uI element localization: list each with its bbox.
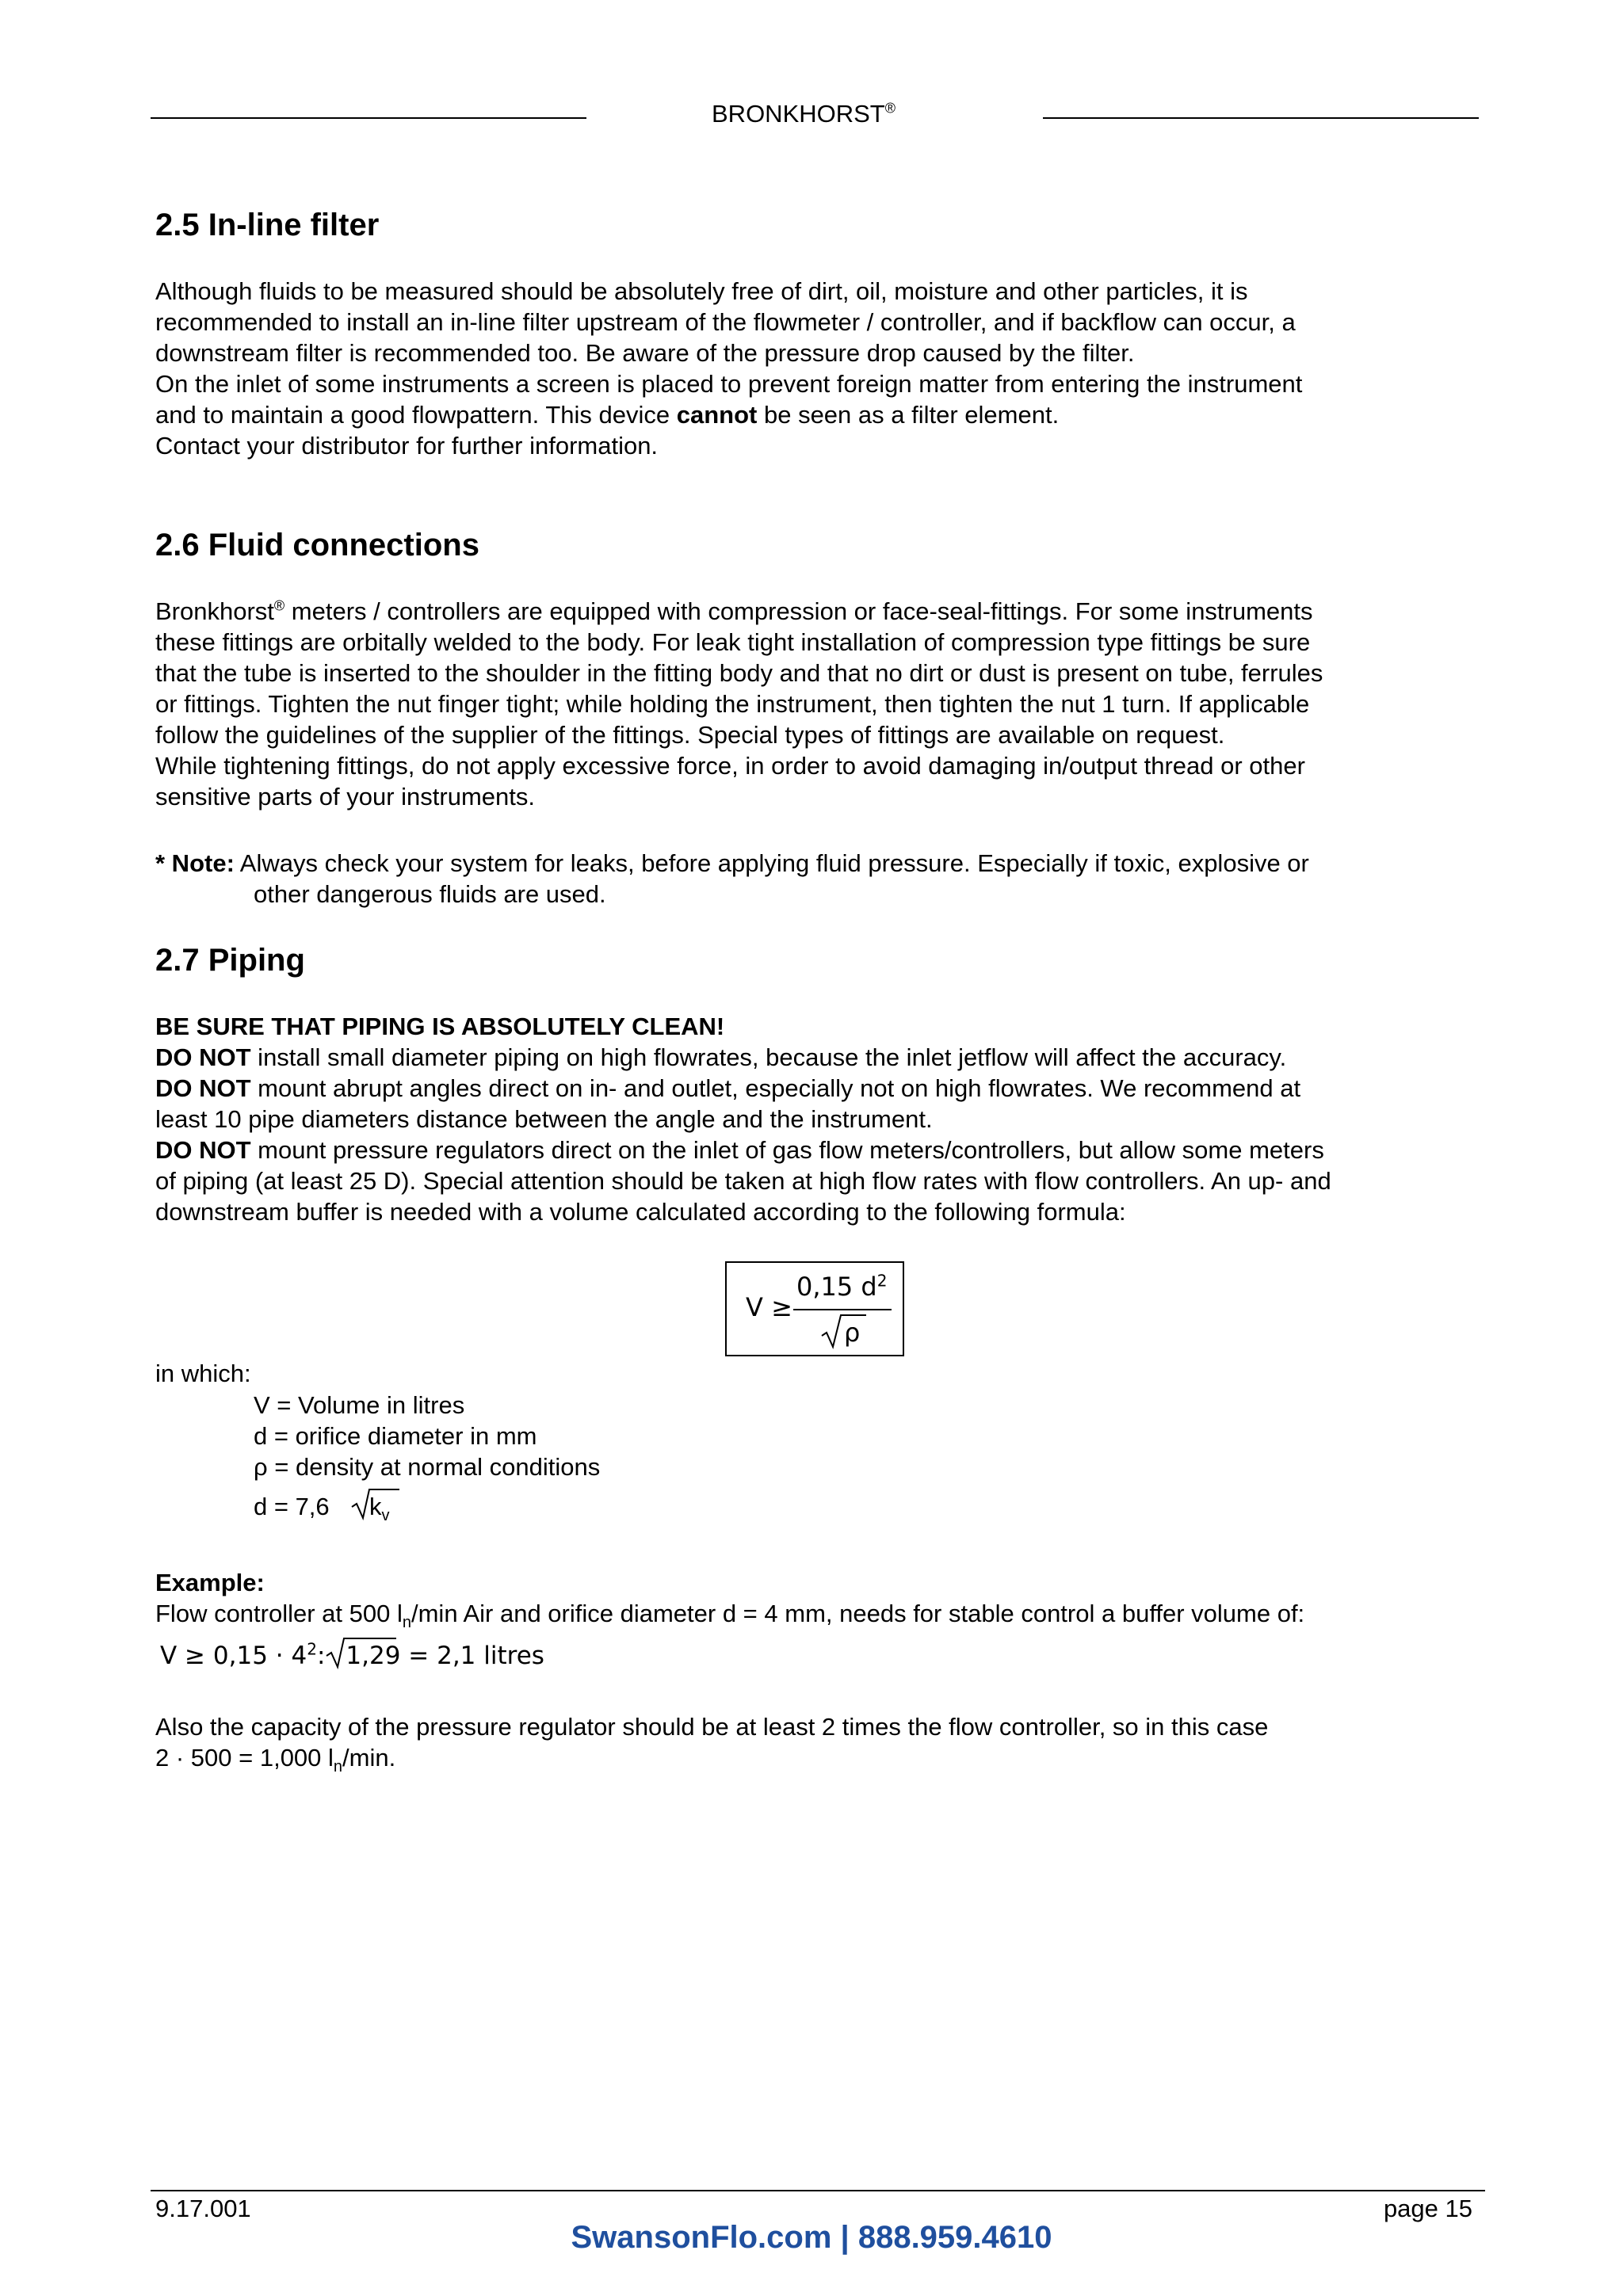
text-line: these fittings are orbitally welded to the body. For leak tight installation of compression type fittings be sure (155, 628, 1311, 656)
calc-prefix: V ≥ 0,15 · 4 (160, 1642, 307, 1670)
definition-item: ρ = density at normal conditions (254, 1453, 601, 1481)
text-line (155, 1042, 1331, 1073)
header-brand-text: BRONKHORST (712, 100, 885, 128)
reg-mark: ® (273, 597, 285, 614)
formula-exponent: 2 (876, 1271, 888, 1291)
in-which-label: in which: (155, 1360, 251, 1387)
d-kv-prefix: d = 7,6 (254, 1493, 330, 1520)
warning-text: BE SURE THAT PIPING IS ABSOLUTELY CLEAN! (155, 1013, 725, 1040)
emphasis-cannot: cannot (676, 401, 758, 429)
text-line: follow the guidelines of the supplier of the fittings. Special types of fittings are available on request. (155, 721, 1225, 749)
definition-d-kv (254, 1491, 330, 1522)
example-block (155, 1567, 1305, 1632)
text-line: On the inlet of some instruments a screen is placed to prevent foreign matter from entering the instrument (155, 370, 1303, 398)
example-label-text: Example: (155, 1569, 265, 1596)
text-run: mount abrupt angles direct on in- and outlet, especially not on high flowrates. We recommend at (250, 1074, 1301, 1102)
header-reg-mark: ® (884, 100, 896, 116)
text-line: that the tube is inserted to the shoulder in the fitting body and that no dirt or dust is present on tube, ferrules (155, 659, 1323, 687)
text-line: other dangerous fluids are used. (254, 880, 606, 908)
do-not-label: DO NOT (155, 1043, 251, 1071)
header-brand (712, 98, 896, 130)
text-run: /min. (342, 1744, 396, 1772)
text-line: While tightening fittings, do not apply excessive force, in order to avoid damaging in/output thread or other (155, 752, 1305, 780)
example-label (155, 1567, 1304, 1598)
definition-item: d = orifice diameter in mm (254, 1422, 537, 1450)
section-2-5-title: 2.5 In-line filter (155, 208, 380, 242)
formula-rho: ρ (844, 1318, 861, 1348)
footer-website-phone-link[interactable]: SwansonFlo.com | 888.959.4610 (571, 2220, 1052, 2255)
text-run: install small diameter piping on high flowrates, because the inlet jetflow will affect the accuracy. (250, 1043, 1287, 1071)
text-line (155, 848, 1309, 879)
do-not-label: DO NOT (155, 1136, 251, 1164)
text-run: mount pressure regulators direct on the inlet of gas flow meters/controllers, but allow some meters (250, 1136, 1324, 1164)
footer-page-number: page 15 (1383, 2195, 1472, 2222)
calc-exponent: 2 (307, 1639, 317, 1659)
section-2-6-title: 2.6 Fluid connections (155, 528, 479, 563)
formula-numerator (796, 1271, 887, 1302)
formula-lhs: V ≥ (746, 1292, 792, 1322)
buffer-volume-formula (725, 1261, 904, 1356)
text-run: Always check your system for leaks, before applying fluid pressure. Especially if toxic, explosive or (234, 849, 1309, 877)
example-calculation (160, 1640, 544, 1672)
capacity-note (155, 1711, 1269, 1776)
subscript-n: n (333, 1758, 343, 1776)
text-line (155, 1598, 1305, 1632)
footer-rule (151, 2190, 1485, 2191)
text-line: Contact your distributor for further information. (155, 432, 659, 460)
note-block (155, 848, 1309, 910)
text-line (155, 596, 1323, 627)
text-line: recommended to install an in-line filter upstream of the flowmeter / controller, and if backflow can occur, a (155, 308, 1296, 336)
section-2-7-title: 2.7 Piping (155, 943, 305, 978)
text-line: downstream buffer is needed with a volume calculated according to the following formula: (155, 1198, 1126, 1226)
calc-result: = 2,1 litres (400, 1642, 544, 1670)
definitions-list (254, 1390, 600, 1482)
text-line (155, 1073, 1331, 1104)
formula-num-text: 0,15 d (796, 1272, 877, 1302)
kv-letter: k (369, 1493, 382, 1520)
calc-colon: : (316, 1642, 326, 1670)
section-2-7-body (155, 1011, 1331, 1227)
kv-text (369, 1491, 390, 1525)
note-label: * Note: (155, 849, 235, 877)
text-run: Flow controller at 500 l (155, 1600, 403, 1627)
do-not-label: DO NOT (155, 1074, 251, 1102)
text-line (155, 1135, 1331, 1165)
text-line: Also the capacity of the pressure regulator should be at least 2 times the flow controller, so in this case (155, 1713, 1269, 1741)
subscript-n: n (402, 1614, 411, 1632)
text-line: sensitive parts of your instruments. (155, 783, 535, 810)
text-run: meters / controllers are equipped with compression or face-seal-fittings. For some instruments (285, 597, 1313, 625)
text-run: be seen as a filter element. (757, 401, 1060, 429)
warning-caps (155, 1011, 1331, 1042)
header-rule-left (151, 117, 586, 119)
calc-sqrt-radical-stroke (327, 1638, 396, 1667)
calc-sqrt-symbol (325, 1635, 396, 1672)
footer-doc-number: 9.17.001 (155, 2195, 251, 2222)
header-rule-right (1043, 117, 1479, 119)
text-run: and to maintain a good flowpattern. This device (155, 401, 677, 429)
calc-radical (325, 1640, 400, 1672)
text-line (155, 1742, 1268, 1776)
section-2-5-body (155, 276, 1302, 461)
text-line: downstream filter is recommended too. Be aware of the pressure drop caused by the filter. (155, 339, 1135, 367)
kv-subscript: v (381, 1507, 390, 1525)
text-line: or fittings. Tighten the nut finger tight; while holding the instrument, then tighten the nut 1 turn. If applicable (155, 690, 1310, 718)
definition-item: V = Volume in litres (254, 1391, 465, 1419)
text-run: 2 · 500 = 1,000 l (155, 1744, 334, 1772)
text-line (155, 399, 1302, 430)
section-2-6-body (155, 596, 1323, 812)
text-run: /min Air and orifice diameter d = 4 mm, needs for stable control a buffer volume of: (411, 1600, 1305, 1627)
text-line: of piping (at least 25 D). Special attention should be taken at high flow rates with flow controllers. An up- and (155, 1167, 1331, 1195)
brand-name: Bronkhorst (155, 597, 274, 625)
text-line: Although fluids to be measured should be absolutely free of dirt, oil, moisture and other particles, it is (155, 277, 1248, 305)
calc-radicand: 1,29 (346, 1642, 401, 1670)
fraction-bar (793, 1309, 892, 1310)
text-line: least 10 pipe diameters distance between the angle and the instrument. (155, 1105, 933, 1133)
